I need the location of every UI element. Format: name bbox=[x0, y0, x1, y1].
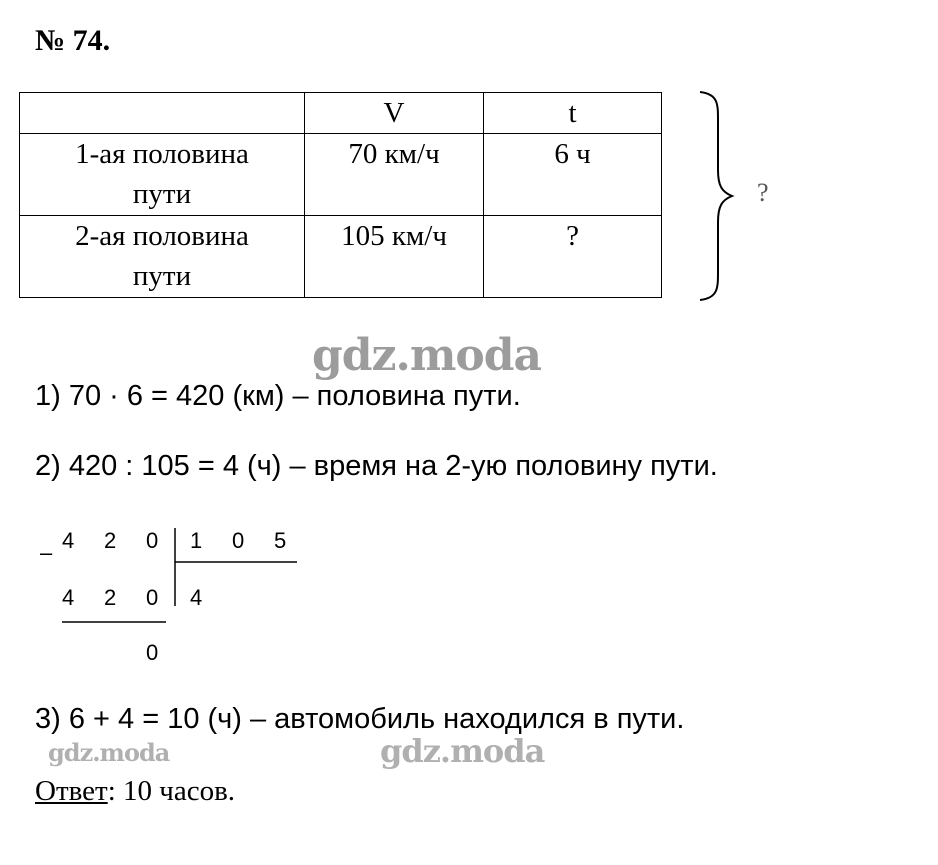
divisor-digit: 1 bbox=[190, 528, 203, 553]
row-label bbox=[20, 216, 305, 298]
subtrahend-digit: 4 bbox=[62, 585, 75, 610]
row-label-line1: 2-ая половина bbox=[75, 220, 249, 252]
row-time: 6 ч bbox=[484, 134, 662, 216]
row-label-line2: пути bbox=[132, 178, 192, 210]
dividend-digit: 4 bbox=[62, 528, 75, 553]
subtrahend-digit: 2 bbox=[104, 585, 117, 610]
header-cell-empty bbox=[20, 93, 305, 134]
answer-text: : 10 часов. bbox=[107, 775, 236, 807]
watermark: gdz.moda bbox=[312, 330, 542, 381]
row-speed: 70 км/ч bbox=[305, 134, 484, 216]
table-header-row bbox=[20, 93, 662, 134]
row-speed: 105 км/ч bbox=[305, 216, 484, 298]
solution-step-2: 2) 420 : 105 = 4 (ч) – время на 2-ую половину пути. bbox=[35, 450, 718, 482]
watermark: gdz.moda bbox=[380, 732, 545, 770]
dividend-digit: 0 bbox=[146, 528, 159, 553]
quotient-digit: 4 bbox=[190, 585, 203, 610]
curly-brace-icon bbox=[698, 90, 748, 302]
remainder-digit: 0 bbox=[146, 640, 159, 665]
watermark: gdz.moda bbox=[48, 738, 170, 767]
answer bbox=[35, 775, 235, 808]
speed-time-table bbox=[19, 92, 662, 298]
solution-step-3: 3) 6 + 4 = 10 (ч) – автомобиль находился в пути. bbox=[35, 703, 685, 735]
row-time: ? bbox=[484, 216, 662, 298]
divisor-digit: 0 bbox=[232, 528, 245, 553]
problem-number: № 74. bbox=[35, 24, 111, 57]
table-row bbox=[20, 216, 662, 298]
row-label-line1: 1-ая половина bbox=[75, 138, 249, 170]
row-label-line2: пути bbox=[132, 260, 192, 292]
solution-step-1: 1) 70 · 6 = 420 (км) – половина пути. bbox=[35, 380, 521, 412]
header-cell-t: t bbox=[484, 93, 662, 134]
header-cell-v: V bbox=[305, 93, 484, 134]
subtrahend-digit: 0 bbox=[146, 585, 159, 610]
row-label bbox=[20, 134, 305, 216]
dividend-digit: 2 bbox=[104, 528, 117, 553]
minus-sign: – bbox=[40, 540, 53, 565]
divisor-digit: 5 bbox=[274, 528, 287, 553]
answer-label: Ответ bbox=[35, 775, 108, 807]
total-time-question: ? bbox=[757, 178, 769, 207]
table-row bbox=[20, 134, 662, 216]
